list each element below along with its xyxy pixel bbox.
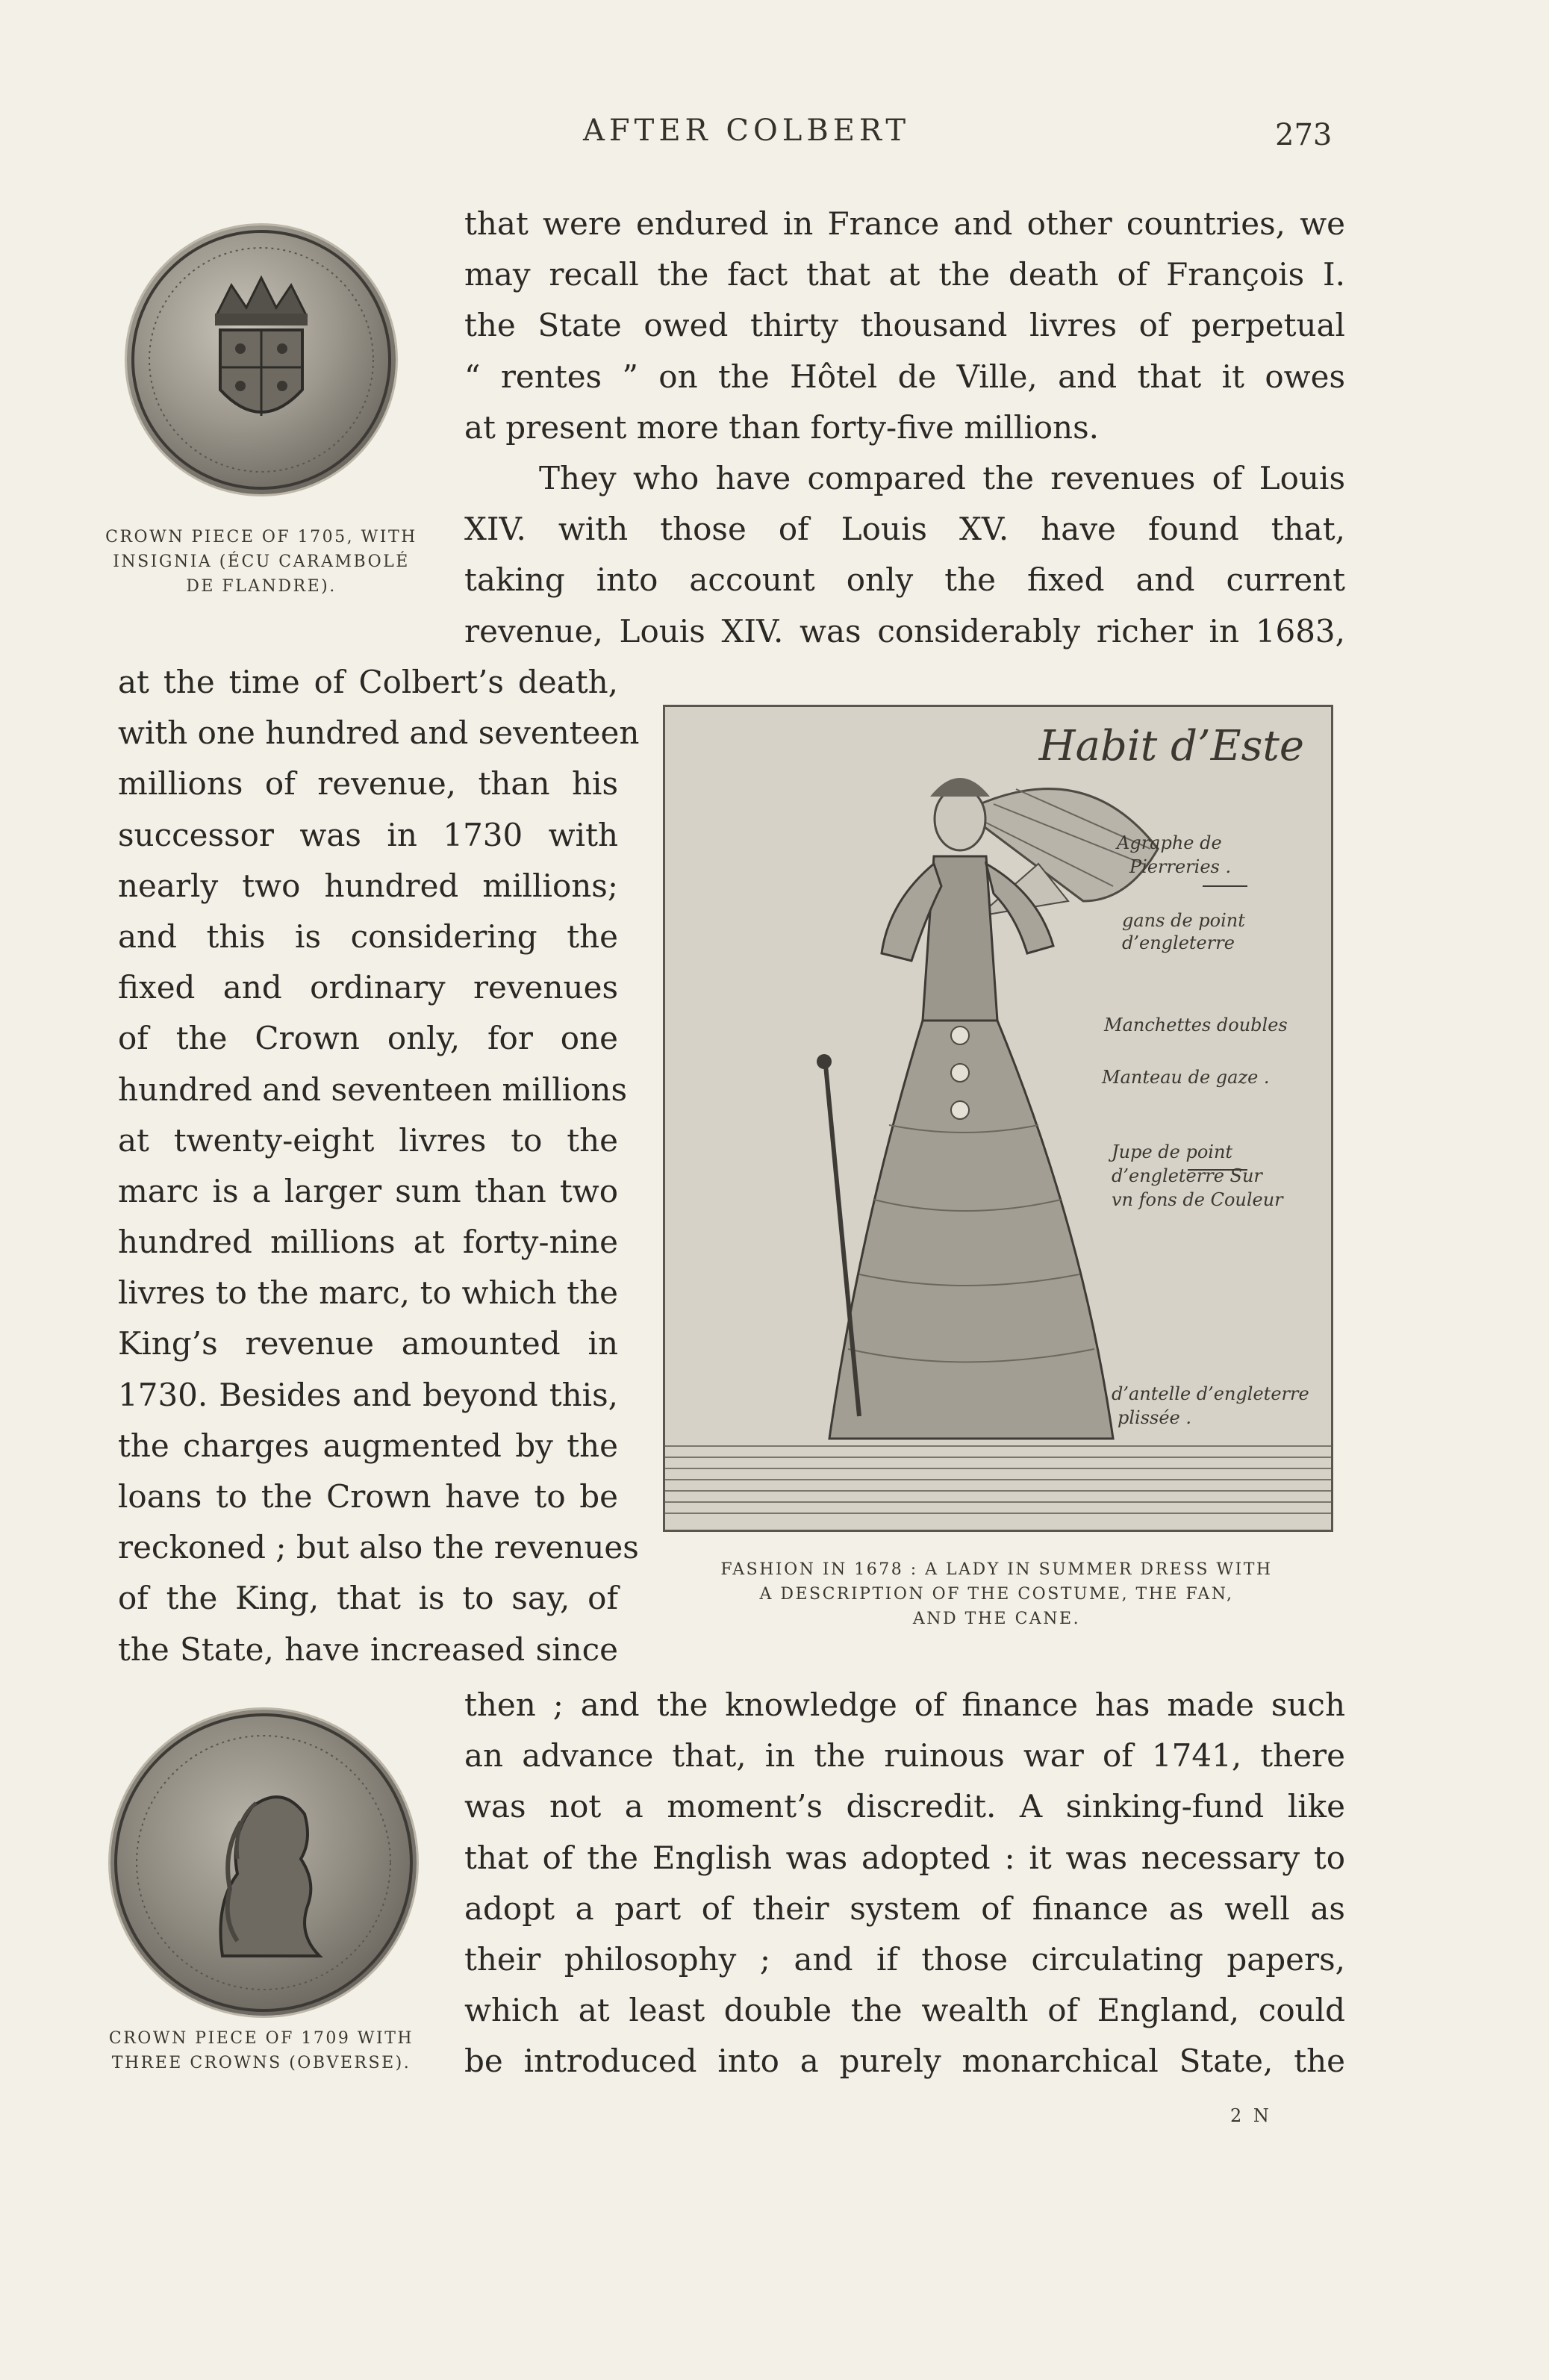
text-line: and this is considering the bbox=[118, 918, 618, 955]
text-line: the State owed thirty thousand livres of perpetual bbox=[464, 307, 1345, 344]
caption-line: DE FLANDRE). bbox=[186, 577, 337, 596]
text-line: the charges augmented by the bbox=[118, 1427, 618, 1464]
plate-title: Habit d’Este bbox=[1038, 722, 1304, 770]
text-line: was not a moment’s discredit. A sinking-fund like bbox=[464, 1788, 1345, 1825]
annotation: plissée . bbox=[1118, 1407, 1192, 1428]
text-line: then ; and the knowledge of finance has made such bbox=[464, 1686, 1345, 1723]
annotation: Manchettes doubles bbox=[1104, 1015, 1288, 1035]
text-line: fixed and ordinary revenues bbox=[118, 969, 618, 1006]
annotation: Manteau de gaze . bbox=[1102, 1067, 1270, 1088]
coin-1709-caption bbox=[86, 2026, 437, 2075]
text-line: which at least double the wealth of England, could bbox=[464, 1992, 1345, 2029]
text-line: millions of revenue, than his bbox=[118, 765, 618, 803]
text-line: adopt a part of their system of finance as well as bbox=[464, 1890, 1345, 1927]
text-line: may recall the fact that at the death of François I. bbox=[464, 256, 1345, 293]
text-line: reckoned ; but also the revenues bbox=[118, 1529, 639, 1566]
annotation: Jupe de point bbox=[1112, 1141, 1233, 1162]
caption-line: FASHION IN 1678 : A LADY IN SUMMER DRESS WITH bbox=[720, 1560, 1273, 1579]
annotation: d’engleterre Sur bbox=[1112, 1165, 1262, 1186]
annotation: Agraphe de bbox=[1117, 832, 1222, 853]
text-line: an advance that, in the ruinous war of 1741, there bbox=[464, 1737, 1345, 1775]
plate-caption bbox=[672, 1557, 1321, 1631]
text-line: successor was in 1730 with bbox=[118, 816, 618, 853]
coin-1705-caption bbox=[86, 525, 437, 599]
annotation: gans de point bbox=[1122, 910, 1245, 931]
body-text-top bbox=[464, 199, 1345, 657]
annotation: vn fons de Couleur bbox=[1112, 1189, 1283, 1210]
text-line: XIV. with those of Louis XV. have found that, bbox=[464, 511, 1345, 548]
text-line: revenue, Louis XIV. was considerably richer in 1683, bbox=[464, 612, 1345, 649]
text-line: hundred millions at forty-nine bbox=[118, 1224, 618, 1261]
text-line: taking into account only the fixed and current bbox=[464, 561, 1345, 599]
fashion-plate-image bbox=[663, 705, 1333, 1532]
caption-line: CROWN PIECE OF 1705, WITH bbox=[105, 528, 417, 546]
annotation: d’engleterre bbox=[1122, 932, 1235, 953]
text-line: the State, have increased since bbox=[118, 1630, 618, 1668]
caption-line: A DESCRIPTION OF THE COSTUME, THE FAN, bbox=[759, 1585, 1234, 1604]
crown-piece-1709-image bbox=[110, 1710, 417, 2016]
caption-line: INSIGNIA (ÉCU CARAMBOLÉ bbox=[113, 552, 410, 571]
text-line: They who have compared the revenues of Louis bbox=[539, 459, 1345, 496]
signature-mark: 2 N bbox=[1230, 2105, 1272, 2126]
text-line: at the time of Colbert’s death, bbox=[118, 664, 618, 700]
text-line: at twenty-eight livres to the bbox=[118, 1121, 618, 1159]
text-line: loans to the Crown have to be bbox=[118, 1478, 618, 1515]
text-line: that were endured in France and other countries, we bbox=[464, 205, 1345, 242]
text-line: marc is a larger sum than two bbox=[118, 1172, 618, 1209]
text-line: be introduced into a purely monarchical State, the bbox=[464, 2043, 1345, 2080]
annotation: Pierreries . bbox=[1129, 856, 1232, 877]
crown-piece-1705-image bbox=[127, 225, 396, 494]
page-number: 273 bbox=[1275, 118, 1333, 152]
text-line: King’s revenue amounted in bbox=[118, 1325, 618, 1362]
caption-line: CROWN PIECE OF 1709 WITH bbox=[108, 2029, 414, 2048]
text-line: “ rentes ” on the Hôtel de Ville, and that it owes bbox=[464, 358, 1345, 395]
text-line: hundred and seventeen millions bbox=[118, 1071, 628, 1108]
text-line: livres to the marc, to which the bbox=[118, 1274, 618, 1312]
body-text-bottom bbox=[464, 1680, 1345, 2087]
text-line: of the Crown only, for one bbox=[118, 1020, 618, 1057]
caption-line: AND THE CANE. bbox=[912, 1610, 1081, 1628]
caption-line: THREE CROWNS (OBVERSE). bbox=[111, 2054, 411, 2072]
annotation: d’antelle d’engleterre bbox=[1112, 1383, 1309, 1404]
text-line: nearly two hundred millions; bbox=[118, 867, 618, 904]
text-line: that of the English was adopted : it was necessary to bbox=[464, 1839, 1345, 1876]
body-text-left bbox=[118, 657, 640, 1675]
text-line: at present more than forty-five millions. bbox=[464, 408, 1099, 446]
text-line: with one hundred and seventeen bbox=[118, 714, 640, 752]
running-title: AFTER COLBERT bbox=[583, 113, 910, 148]
text-line: of the King, that is to say, of bbox=[118, 1580, 618, 1617]
text-line: their philosophy ; and if those circulating papers, bbox=[464, 1940, 1345, 1978]
text-line: 1730. Besides and beyond this, bbox=[118, 1376, 618, 1413]
